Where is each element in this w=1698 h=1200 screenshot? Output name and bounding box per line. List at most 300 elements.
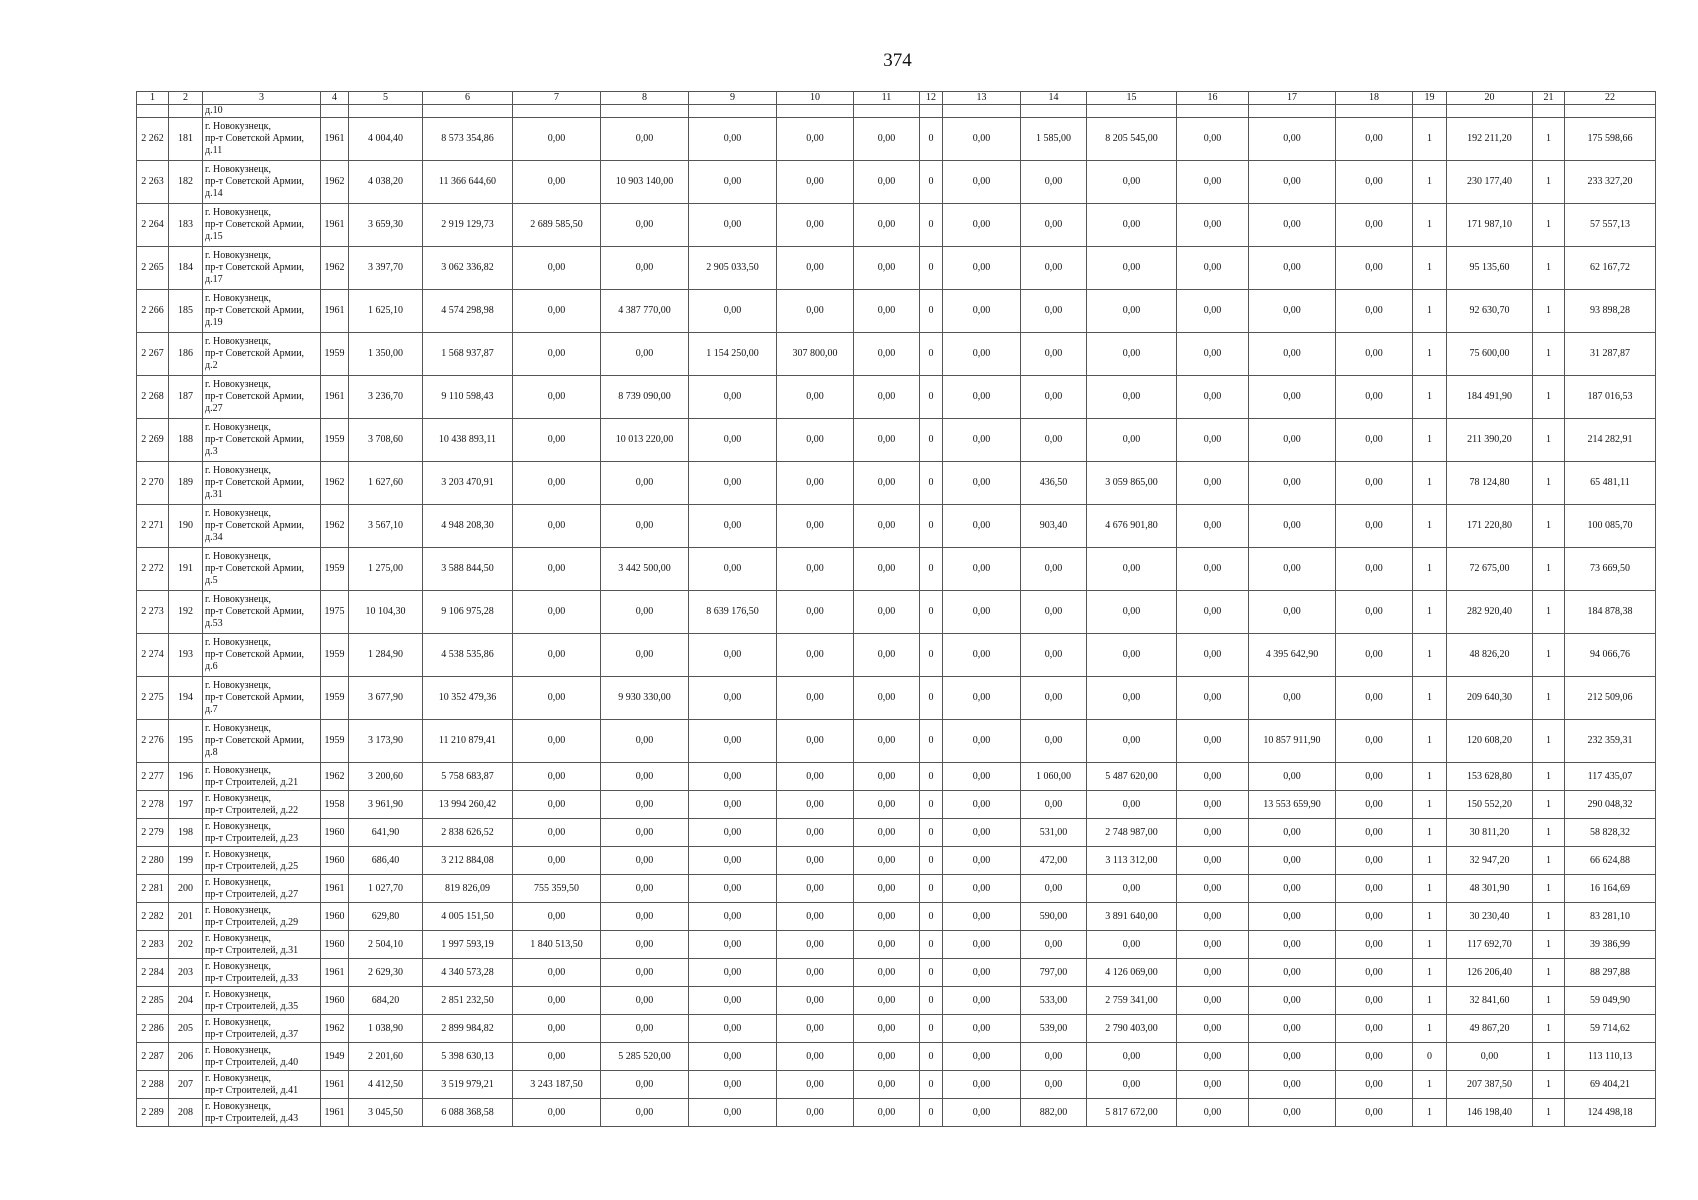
cell-c12: 0 — [920, 791, 943, 819]
cell-c22: 124 498,18 — [1565, 1099, 1656, 1127]
cell-c21: 1 — [1533, 290, 1565, 333]
cell-c16: 0,00 — [1177, 1043, 1249, 1071]
cell-c20: 117 692,70 — [1447, 931, 1533, 959]
address-cell — [203, 290, 321, 333]
cell-c16: 0,00 — [1177, 931, 1249, 959]
cell-c20: 48 301,90 — [1447, 875, 1533, 903]
cell-c15: 2 759 341,00 — [1087, 987, 1177, 1015]
cell-c12: 0 — [920, 247, 943, 290]
cell-c15: 0,00 — [1087, 419, 1177, 462]
cell-c9: 0,00 — [689, 1043, 777, 1071]
cell-c6: 4 538 535,86 — [423, 634, 513, 677]
column-number-cell: 4 — [321, 92, 349, 105]
cell-c13: 0,00 — [943, 847, 1021, 875]
cell-c12: 0 — [920, 1071, 943, 1099]
cell-c15: 3 891 640,00 — [1087, 903, 1177, 931]
cell-c19: 1 — [1413, 987, 1447, 1015]
cell-c8: 0,00 — [601, 118, 689, 161]
cell-c10: 0,00 — [777, 462, 854, 505]
cell-c13: 0,00 — [943, 720, 1021, 763]
cell-c1: 2 288 — [137, 1071, 169, 1099]
cell-c6: 2 899 984,82 — [423, 1015, 513, 1043]
page-number: 374 — [883, 50, 912, 71]
address-line: д.27 — [205, 403, 223, 414]
cell-c9: 0,00 — [689, 419, 777, 462]
table-row — [137, 931, 1656, 959]
cell-c17: 0,00 — [1249, 333, 1336, 376]
cell-c21: 1 — [1533, 903, 1565, 931]
cell-c10: 0,00 — [777, 1043, 854, 1071]
table-row — [137, 462, 1656, 505]
table-cell — [1021, 105, 1087, 118]
cell-c5: 629,80 — [349, 903, 423, 931]
cell-c5: 1 284,90 — [349, 634, 423, 677]
cell-c20: 120 608,20 — [1447, 720, 1533, 763]
cell-c7: 0,00 — [513, 677, 601, 720]
cell-c10: 0,00 — [777, 677, 854, 720]
cell-c18: 0,00 — [1336, 1071, 1413, 1099]
cell-c2: 200 — [169, 875, 203, 903]
table-body — [137, 92, 1656, 1127]
cell-c13: 0,00 — [943, 204, 1021, 247]
cell-c17: 0,00 — [1249, 204, 1336, 247]
table-row — [137, 875, 1656, 903]
cell-c14: 1 060,00 — [1021, 763, 1087, 791]
table-cell — [854, 105, 920, 118]
cell-c8: 0,00 — [601, 875, 689, 903]
cell-c20: 282 920,40 — [1447, 591, 1533, 634]
cell-c16: 0,00 — [1177, 161, 1249, 204]
address-line: пр-т Советской Армии, — [205, 649, 305, 660]
cell-c1: 2 285 — [137, 987, 169, 1015]
cell-c7: 3 243 187,50 — [513, 1071, 601, 1099]
cell-c8: 0,00 — [601, 959, 689, 987]
cell-c11: 0,00 — [854, 634, 920, 677]
cell-c7: 0,00 — [513, 791, 601, 819]
cell-c22: 88 297,88 — [1565, 959, 1656, 987]
cell-c12: 0 — [920, 462, 943, 505]
cell-c8: 10 013 220,00 — [601, 419, 689, 462]
cell-c12: 0 — [920, 1015, 943, 1043]
cell-c5: 4 412,50 — [349, 1071, 423, 1099]
cell-c11: 0,00 — [854, 677, 920, 720]
column-number-cell: 11 — [854, 92, 920, 105]
cell-c22: 93 898,28 — [1565, 290, 1656, 333]
cell-c15: 0,00 — [1087, 931, 1177, 959]
cell-c14: 472,00 — [1021, 847, 1087, 875]
cell-c12: 0 — [920, 548, 943, 591]
table-cell — [1087, 105, 1177, 118]
cell-c6: 10 352 479,36 — [423, 677, 513, 720]
cell-c14: 0,00 — [1021, 591, 1087, 634]
address-line: д.15 — [205, 231, 223, 242]
table-row — [137, 1099, 1656, 1127]
cell-c16: 0,00 — [1177, 847, 1249, 875]
address-line: г. Новокузнецк, — [205, 336, 272, 347]
cell-c1: 2 286 — [137, 1015, 169, 1043]
cell-c21: 1 — [1533, 987, 1565, 1015]
table-row — [137, 548, 1656, 591]
cell-c14: 0,00 — [1021, 333, 1087, 376]
cell-c10: 0,00 — [777, 959, 854, 987]
cell-c1: 2 283 — [137, 931, 169, 959]
cell-c9: 0,00 — [689, 931, 777, 959]
address-cell — [203, 791, 321, 819]
cell-c2: 202 — [169, 931, 203, 959]
cell-c14: 0,00 — [1021, 290, 1087, 333]
cell-c9: 0,00 — [689, 959, 777, 987]
cell-c16: 0,00 — [1177, 677, 1249, 720]
cell-c2: 190 — [169, 505, 203, 548]
cell-c17: 10 857 911,90 — [1249, 720, 1336, 763]
cell-c9: 0,00 — [689, 819, 777, 847]
cell-c18: 0,00 — [1336, 875, 1413, 903]
cell-c1: 2 281 — [137, 875, 169, 903]
cell-c8: 0,00 — [601, 931, 689, 959]
cell-c13: 0,00 — [943, 376, 1021, 419]
cell-c13: 0,00 — [943, 903, 1021, 931]
cell-c20: 30 811,20 — [1447, 819, 1533, 847]
cell-c20: 211 390,20 — [1447, 419, 1533, 462]
cell-c6: 8 573 354,86 — [423, 118, 513, 161]
cell-c2: 187 — [169, 376, 203, 419]
cell-c19: 1 — [1413, 204, 1447, 247]
cell-c1: 2 262 — [137, 118, 169, 161]
cell-c4: 1949 — [321, 1043, 349, 1071]
address-cell — [203, 819, 321, 847]
cell-c13: 0,00 — [943, 419, 1021, 462]
address-cell — [203, 1099, 321, 1127]
column-number-cell: 3 — [203, 92, 321, 105]
address-line: г. Новокузнецк, — [205, 876, 272, 888]
column-number-cell: 12 — [920, 92, 943, 105]
cell-c19: 1 — [1413, 548, 1447, 591]
cell-c15: 0,00 — [1087, 677, 1177, 720]
address-line: пр-т Советской Армии, — [205, 219, 305, 230]
address-line: пр-т Советской Армии, — [205, 692, 305, 703]
cell-c6: 1 568 937,87 — [423, 333, 513, 376]
cell-c14: 0,00 — [1021, 931, 1087, 959]
cell-c8: 3 442 500,00 — [601, 548, 689, 591]
cell-c21: 1 — [1533, 419, 1565, 462]
cell-c11: 0,00 — [854, 987, 920, 1015]
cell-c21: 1 — [1533, 1043, 1565, 1071]
cell-c7: 0,00 — [513, 903, 601, 931]
cell-c8: 0,00 — [601, 987, 689, 1015]
column-number-cell: 5 — [349, 92, 423, 105]
cell-c10: 0,00 — [777, 847, 854, 875]
cell-c8: 0,00 — [601, 591, 689, 634]
cell-c19: 1 — [1413, 875, 1447, 903]
cell-c5: 3 567,10 — [349, 505, 423, 548]
cell-c17: 0,00 — [1249, 118, 1336, 161]
cell-c13: 0,00 — [943, 1099, 1021, 1127]
address-line: пр-т Строителей, д.23 — [205, 832, 299, 844]
cell-c17: 0,00 — [1249, 847, 1336, 875]
table-row — [137, 247, 1656, 290]
cell-c7: 2 689 585,50 — [513, 204, 601, 247]
cell-c6: 2 851 232,50 — [423, 987, 513, 1015]
cell-c19: 1 — [1413, 847, 1447, 875]
address-line: г. Новокузнецк, — [205, 207, 272, 218]
address-line: д.14 — [205, 188, 223, 199]
cell-c9: 0,00 — [689, 1071, 777, 1099]
cell-c4: 1961 — [321, 204, 349, 247]
address-line: д.5 — [205, 575, 218, 586]
cell-c8: 0,00 — [601, 333, 689, 376]
cell-c13: 0,00 — [943, 819, 1021, 847]
cell-c17: 13 553 659,90 — [1249, 791, 1336, 819]
column-number-cell: 7 — [513, 92, 601, 105]
cell-c13: 0,00 — [943, 763, 1021, 791]
address-cell — [203, 118, 321, 161]
table-cell — [1413, 105, 1447, 118]
cell-c12: 0 — [920, 763, 943, 791]
address-line: пр-т Строителей, д.40 — [205, 1056, 299, 1068]
cell-c11: 0,00 — [854, 591, 920, 634]
cell-c10: 0,00 — [777, 419, 854, 462]
cell-c7: 0,00 — [513, 376, 601, 419]
column-number-cell: 21 — [1533, 92, 1565, 105]
cell-c11: 0,00 — [854, 903, 920, 931]
address-line: г. Новокузнецк, — [205, 422, 272, 433]
cell-c20: 0,00 — [1447, 1043, 1533, 1071]
cell-c2: 193 — [169, 634, 203, 677]
cell-c4: 1961 — [321, 875, 349, 903]
address-line: г. Новокузнецк, — [205, 551, 272, 562]
cell-c4: 1958 — [321, 791, 349, 819]
cell-c10: 0,00 — [777, 161, 854, 204]
cell-c16: 0,00 — [1177, 720, 1249, 763]
address-cell — [203, 333, 321, 376]
cell-c21: 1 — [1533, 333, 1565, 376]
cell-c19: 1 — [1413, 931, 1447, 959]
cell-c18: 0,00 — [1336, 333, 1413, 376]
cell-c16: 0,00 — [1177, 959, 1249, 987]
cell-c10: 0,00 — [777, 290, 854, 333]
address-line: д.19 — [205, 317, 223, 328]
cell-c14: 0,00 — [1021, 548, 1087, 591]
cell-c19: 1 — [1413, 161, 1447, 204]
cell-c20: 209 640,30 — [1447, 677, 1533, 720]
address-cell — [203, 959, 321, 987]
cell-c11: 0,00 — [854, 290, 920, 333]
cell-c2: 181 — [169, 118, 203, 161]
table-row — [137, 1015, 1656, 1043]
cell-c8: 0,00 — [601, 791, 689, 819]
cell-c14: 0,00 — [1021, 875, 1087, 903]
address-line: пр-т Строителей, д.43 — [205, 1112, 299, 1124]
cell-c9: 0,00 — [689, 903, 777, 931]
address-cell — [203, 1043, 321, 1071]
address-line: г. Новокузнецк, — [205, 820, 272, 832]
cell-c22: 113 110,13 — [1565, 1043, 1656, 1071]
cell-c10: 0,00 — [777, 987, 854, 1015]
cell-c11: 0,00 — [854, 333, 920, 376]
cell-c7: 0,00 — [513, 847, 601, 875]
address-cell — [203, 763, 321, 791]
address-line: г. Новокузнецк, — [205, 508, 272, 519]
cell-c16: 0,00 — [1177, 462, 1249, 505]
cell-c5: 2 201,60 — [349, 1043, 423, 1071]
cell-c8: 0,00 — [601, 720, 689, 763]
cell-c14: 797,00 — [1021, 959, 1087, 987]
cell-c15: 0,00 — [1087, 591, 1177, 634]
cell-c12: 0 — [920, 1043, 943, 1071]
cell-c7: 0,00 — [513, 333, 601, 376]
column-number-cell: 19 — [1413, 92, 1447, 105]
address-line: пр-т Советской Армии, — [205, 305, 305, 316]
cell-c12: 0 — [920, 204, 943, 247]
cell-c7: 0,00 — [513, 959, 601, 987]
cell-c7: 0,00 — [513, 247, 601, 290]
table-cell — [137, 105, 169, 118]
table-row — [137, 419, 1656, 462]
cell-c18: 0,00 — [1336, 677, 1413, 720]
cell-c17: 0,00 — [1249, 419, 1336, 462]
cell-c20: 78 124,80 — [1447, 462, 1533, 505]
address-cell — [203, 204, 321, 247]
cell-c6: 3 203 470,91 — [423, 462, 513, 505]
cell-c22: 232 359,31 — [1565, 720, 1656, 763]
cell-c8: 5 285 520,00 — [601, 1043, 689, 1071]
table-cell — [423, 105, 513, 118]
cell-c7: 0,00 — [513, 987, 601, 1015]
cell-c21: 1 — [1533, 118, 1565, 161]
table-cell — [1249, 105, 1336, 118]
cell-c18: 0,00 — [1336, 987, 1413, 1015]
cell-c10: 0,00 — [777, 931, 854, 959]
cell-c11: 0,00 — [854, 204, 920, 247]
cell-c9: 0,00 — [689, 791, 777, 819]
cell-c16: 0,00 — [1177, 376, 1249, 419]
cell-c21: 1 — [1533, 819, 1565, 847]
cell-c21: 1 — [1533, 505, 1565, 548]
cell-c6: 6 088 368,58 — [423, 1099, 513, 1127]
cell-c10: 0,00 — [777, 875, 854, 903]
cell-c12: 0 — [920, 419, 943, 462]
cell-c2: 191 — [169, 548, 203, 591]
address-line: пр-т Строителей, д.27 — [205, 888, 299, 900]
cell-c15: 0,00 — [1087, 634, 1177, 677]
cell-c9: 0,00 — [689, 847, 777, 875]
cell-c1: 2 273 — [137, 591, 169, 634]
cell-c13: 0,00 — [943, 290, 1021, 333]
cell-c4: 1961 — [321, 1071, 349, 1099]
cell-c20: 75 600,00 — [1447, 333, 1533, 376]
cell-c9: 0,00 — [689, 763, 777, 791]
cell-c15: 3 113 312,00 — [1087, 847, 1177, 875]
cell-c5: 1 627,60 — [349, 462, 423, 505]
cell-c2: 205 — [169, 1015, 203, 1043]
cell-c22: 290 048,32 — [1565, 791, 1656, 819]
cell-c6: 819 826,09 — [423, 875, 513, 903]
cell-c17: 4 395 642,90 — [1249, 634, 1336, 677]
address-cell — [203, 1015, 321, 1043]
cell-c2: 198 — [169, 819, 203, 847]
cell-c10: 0,00 — [777, 376, 854, 419]
cell-c18: 0,00 — [1336, 1043, 1413, 1071]
column-number-cell: 18 — [1336, 92, 1413, 105]
cell-c17: 0,00 — [1249, 819, 1336, 847]
cell-c8: 8 739 090,00 — [601, 376, 689, 419]
cell-c13: 0,00 — [943, 505, 1021, 548]
address-line: г. Новокузнецк, — [205, 1044, 272, 1056]
table-row — [137, 204, 1656, 247]
cell-c8: 0,00 — [601, 819, 689, 847]
cell-c9: 2 905 033,50 — [689, 247, 777, 290]
cell-c14: 0,00 — [1021, 677, 1087, 720]
cell-c12: 0 — [920, 505, 943, 548]
cell-c22: 31 287,87 — [1565, 333, 1656, 376]
cell-c11: 0,00 — [854, 959, 920, 987]
cell-c16: 0,00 — [1177, 591, 1249, 634]
cell-c2: 208 — [169, 1099, 203, 1127]
cell-c6: 9 106 975,28 — [423, 591, 513, 634]
cell-c13: 0,00 — [943, 1043, 1021, 1071]
cell-c18: 0,00 — [1336, 763, 1413, 791]
cell-c11: 0,00 — [854, 505, 920, 548]
table-row — [137, 677, 1656, 720]
address-line: пр-т Советской Армии, — [205, 348, 305, 359]
cell-c11: 0,00 — [854, 1015, 920, 1043]
cell-c17: 0,00 — [1249, 1015, 1336, 1043]
cell-c11: 0,00 — [854, 763, 920, 791]
cell-c12: 0 — [920, 875, 943, 903]
table-cell — [1177, 105, 1249, 118]
cell-c7: 0,00 — [513, 819, 601, 847]
cell-c5: 3 397,70 — [349, 247, 423, 290]
address-cell — [203, 987, 321, 1015]
register-table — [136, 91, 1656, 1127]
cell-c10: 0,00 — [777, 1071, 854, 1099]
cell-c17: 0,00 — [1249, 677, 1336, 720]
cell-c21: 1 — [1533, 247, 1565, 290]
address-line: д.6 — [205, 661, 218, 672]
cell-c1: 2 274 — [137, 634, 169, 677]
cell-c7: 0,00 — [513, 161, 601, 204]
cell-c12: 0 — [920, 987, 943, 1015]
cell-c20: 230 177,40 — [1447, 161, 1533, 204]
cell-c6: 1 997 593,19 — [423, 931, 513, 959]
address-cell — [203, 720, 321, 763]
cell-c19: 1 — [1413, 591, 1447, 634]
cell-c5: 3 961,90 — [349, 791, 423, 819]
cell-c9: 0,00 — [689, 1099, 777, 1127]
cell-c9: 0,00 — [689, 161, 777, 204]
cell-c7: 0,00 — [513, 548, 601, 591]
cell-c7: 0,00 — [513, 1099, 601, 1127]
cell-c7: 0,00 — [513, 118, 601, 161]
cell-c19: 1 — [1413, 462, 1447, 505]
address-line: пр-т Строителей, д.35 — [205, 1000, 299, 1012]
cell-c16: 0,00 — [1177, 987, 1249, 1015]
cell-c16: 0,00 — [1177, 204, 1249, 247]
cell-c20: 72 675,00 — [1447, 548, 1533, 591]
column-number-cell: 1 — [137, 92, 169, 105]
address-line: г. Новокузнецк, — [205, 848, 272, 860]
cell-c12: 0 — [920, 847, 943, 875]
cell-c12: 0 — [920, 1099, 943, 1127]
cell-c21: 1 — [1533, 720, 1565, 763]
cell-c15: 0,00 — [1087, 161, 1177, 204]
cell-c12: 0 — [920, 634, 943, 677]
cell-c8: 4 387 770,00 — [601, 290, 689, 333]
cell-c16: 0,00 — [1177, 1099, 1249, 1127]
cell-c21: 1 — [1533, 847, 1565, 875]
cell-c21: 1 — [1533, 763, 1565, 791]
address-line: г. Новокузнецк, — [205, 121, 272, 132]
